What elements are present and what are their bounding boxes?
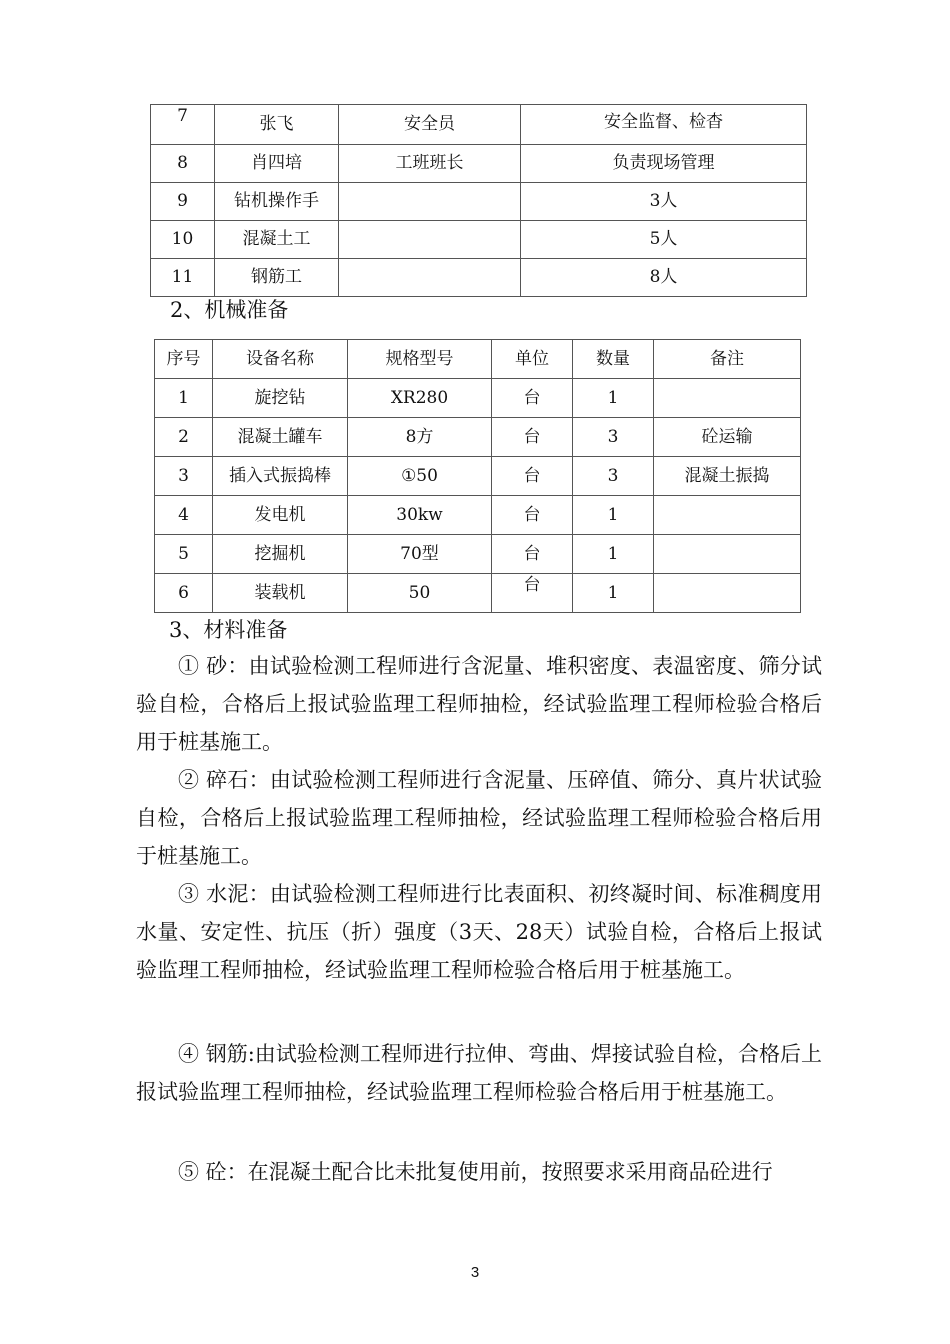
table-header-row: [155, 340, 801, 379]
table-cell: XR280: [348, 379, 492, 418]
table-cell: 台: [492, 418, 573, 457]
table-cell: 台: [492, 496, 573, 535]
staff-role: [339, 259, 521, 297]
table-cell: 台: [492, 379, 573, 418]
staff-name: 钻机操作手: [215, 183, 339, 221]
paragraph-concrete: ⑤ 砼：在混凝土配合比未批复使用前，按照要求采用商品砼进行: [178, 1160, 773, 1184]
table-cell: [654, 379, 801, 418]
table-cell: ①50: [348, 457, 492, 496]
paragraph-rebar: ④ 钢筋:由试验检测工程师进行拉伸、弯曲、焊接试验自检，合格后上报试验监理工程师抽检，经试验监理工程师检验合格后用于桩基施工。: [136, 1042, 822, 1104]
table-cell: 3: [573, 457, 654, 496]
table-cell: 混凝土振捣: [654, 457, 801, 496]
table-cell: 插入式振捣棒: [213, 457, 348, 496]
table-cell: 发电机: [213, 496, 348, 535]
table-row: [155, 574, 801, 613]
table-row: [155, 496, 801, 535]
staff-duty: 8人: [521, 259, 807, 297]
column-header: 规格型号: [348, 340, 492, 379]
column-header: 序号: [155, 340, 213, 379]
table-cell: 装载机: [213, 574, 348, 613]
table-row: [155, 418, 801, 457]
staff-name: 钢筋工: [215, 259, 339, 297]
table-row: [151, 183, 807, 221]
staff-name: 混凝土工: [215, 221, 339, 259]
table-cell: 1: [573, 379, 654, 418]
table-cell: [654, 496, 801, 535]
table-row: [155, 535, 801, 574]
staff-duty: 3人: [521, 183, 807, 221]
staff-role: 安全员: [339, 105, 521, 145]
paragraph-gravel: ② 碎石：由试验检测工程师进行含泥量、压碎值、筛分、真片状试验自检，合格后上报试验监理工程师抽检，经试验监理工程师检验合格后用于桩基施工。: [136, 768, 822, 868]
table-row: [151, 221, 807, 259]
column-header: 备注: [654, 340, 801, 379]
staff-no: 7: [151, 105, 215, 145]
table-row: [151, 259, 807, 297]
equipment-table: [154, 339, 801, 613]
section-heading-machinery: 2、机械准备: [170, 298, 289, 322]
staff-table: [150, 104, 807, 297]
table-cell: 4: [155, 496, 213, 535]
staff-no: 10: [151, 221, 215, 259]
staff-no: 9: [151, 183, 215, 221]
column-header: 单位: [492, 340, 573, 379]
staff-no: 8: [151, 145, 215, 183]
table-cell: 8方: [348, 418, 492, 457]
staff-duty: 负责现场管理: [521, 145, 807, 183]
table-cell: 混凝土罐车: [213, 418, 348, 457]
paragraph-sand: ① 砂：由试验检测工程师进行含泥量、堆积密度、表温密度、筛分试验自检，合格后上报试验监理工程师抽检，经试验监理工程师检验合格后用于桩基施工。: [136, 654, 822, 754]
page-number: 3: [470, 1264, 480, 1281]
table-cell: 3: [155, 457, 213, 496]
table-cell: 1: [155, 379, 213, 418]
table-cell: 1: [573, 535, 654, 574]
table-cell: 台: [492, 457, 573, 496]
table-cell: [654, 535, 801, 574]
staff-duty: 5人: [521, 221, 807, 259]
column-header: 设备名称: [213, 340, 348, 379]
table-cell: 台: [492, 574, 573, 613]
table-row: [155, 457, 801, 496]
table-row: [151, 145, 807, 183]
staff-role: 工班班长: [339, 145, 521, 183]
staff-name: 张飞: [215, 105, 339, 145]
table-cell: 砼运输: [654, 418, 801, 457]
paragraph-cement: ③ 水泥：由试验检测工程师进行比表面积、初终凝时间、标准稠度用水量、安定性、抗压（折）强度（3天、28天）试验自检，合格后上报试验监理工程师抽检，经试验监理工程师检验合格后用于桩基施工。: [136, 882, 822, 982]
staff-role: [339, 183, 521, 221]
table-row: [151, 105, 807, 145]
table-cell: 6: [155, 574, 213, 613]
table-row: [155, 379, 801, 418]
staff-role: [339, 221, 521, 259]
table-cell: 50: [348, 574, 492, 613]
staff-name: 肖四培: [215, 145, 339, 183]
table-cell: 30kw: [348, 496, 492, 535]
table-cell: [654, 574, 801, 613]
table-cell: 挖掘机: [213, 535, 348, 574]
column-header: 数量: [573, 340, 654, 379]
staff-no: 11: [151, 259, 215, 297]
table-cell: 5: [155, 535, 213, 574]
table-cell: 2: [155, 418, 213, 457]
section-heading-materials: 3、材料准备: [169, 618, 288, 642]
table-cell: 3: [573, 418, 654, 457]
table-cell: 70型: [348, 535, 492, 574]
table-cell: 1: [573, 574, 654, 613]
table-cell: 旋挖钻: [213, 379, 348, 418]
table-cell: 台: [492, 535, 573, 574]
staff-duty: 安全监督、检杳: [521, 105, 807, 145]
table-cell: 1: [573, 496, 654, 535]
